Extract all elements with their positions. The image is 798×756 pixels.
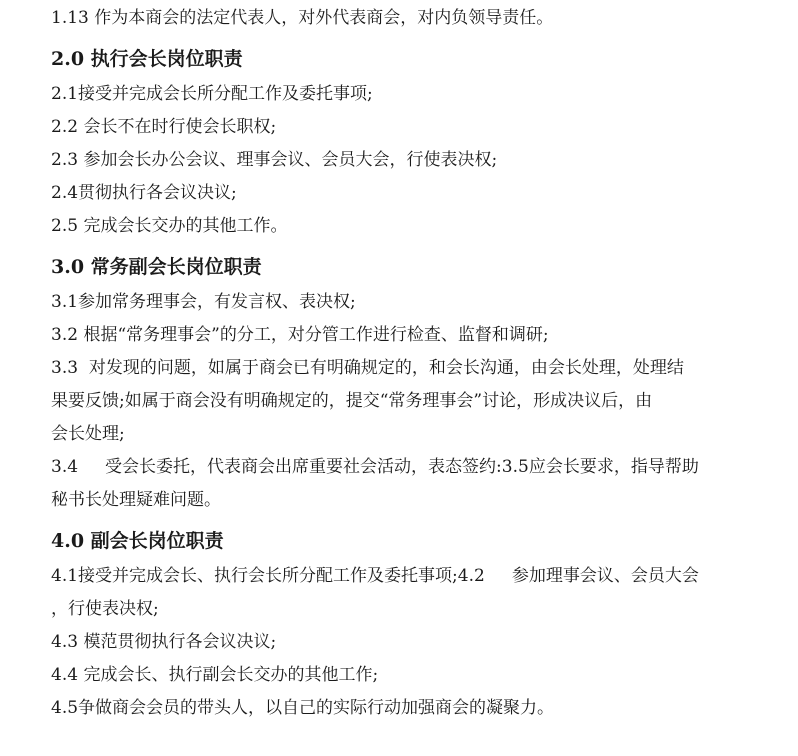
clause-3-3-line-1: 3.3 对发现的问题，如属于商会已有明确规定的，和会长沟通，由会长处理，处理结: [51, 358, 684, 378]
section-heading-2: 2.0 执行会长岗位职责: [51, 48, 243, 70]
clause-4-5: 4.5争做商会会员的带头人，以自己的实际行动加强商会的凝聚力。: [51, 698, 555, 718]
clause-3-4-line-1: 3.4 受会长委托，代表商会出席重要社会活动，表态签约:3.5应会长要求，指导帮助: [51, 457, 699, 477]
section-heading-3: 3.0 常务副会长岗位职责: [51, 256, 262, 278]
clause-2-1: 2.1接受并完成会长所分配工作及委托事项;: [51, 84, 373, 104]
clause-3-3-line-2: 果要反馈;如属于商会没有明确规定的，提交“常务理事会”讨论，形成决议后，由: [51, 391, 653, 411]
clause-2-2: 2.2 会长不在时行使会长职权;: [51, 117, 277, 137]
clause-3-1: 3.1参加常务理事会，有发言权、表决权;: [51, 292, 356, 312]
section-heading-4: 4.0 副会长岗位职责: [51, 530, 224, 552]
clause-3-4-line-2: 秘书长处理疑难问题。: [51, 490, 221, 510]
document-page: [51, 0, 751, 725]
clause-1-13: 1.13 作为本商会的法定代表人，对外代表商会，对内负领导责任。: [51, 8, 554, 28]
clause-4-1-line-2: ，行使表决权;: [51, 599, 159, 619]
clause-3-2: 3.2 根据“常务理事会”的分工，对分管工作进行检查、监督和调研;: [51, 325, 549, 345]
clause-4-1-line-1: 4.1接受并完成会长、执行会长所分配工作及委托事项;4.2 参加理事会议、会员大会: [51, 566, 699, 586]
clause-4-3: 4.3 模范贯彻执行各会议决议;: [51, 632, 277, 652]
clause-2-3: 2.3 参加会长办公会议、理事会议、会员大会，行使表决权;: [51, 150, 498, 170]
clause-2-4: 2.4贯彻执行各会议决议;: [51, 183, 237, 203]
clause-2-5: 2.5 完成会长交办的其他工作。: [51, 216, 288, 236]
clause-3-3-line-3: 会长处理;: [51, 424, 125, 444]
clause-4-4: 4.4 完成会长、执行副会长交办的其他工作;: [51, 665, 379, 685]
